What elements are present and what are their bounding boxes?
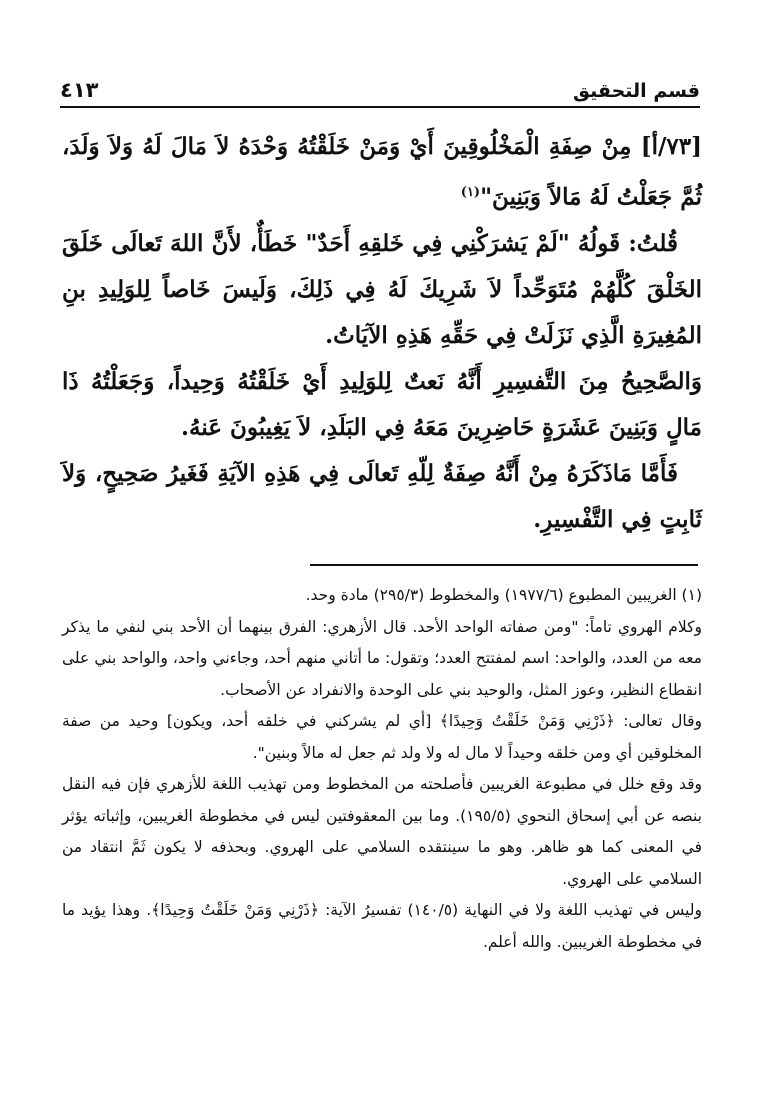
footnote-paragraph-2: وكلام الهروي تاماً: "ومن صفاته الواحد الأحد. قال الأزهري: الفرق بينهما أن الأحد بني لنفي ما يذكر معه من العدد، والواحد: اسم لمفتتح العدد؛ وتقول: ما أتاني منهم أحد، وجاءني واحد، والواحد بني على انقطاع النظير، وعوز المثل، والوحيد بني على الوحدة والانفراد عن الأصحاب. (62, 617, 702, 699)
running-header (60, 72, 700, 102)
footnote-paragraph-3: وقال تعالى: ﴿ذَرْنِي وَمَنْ خَلَقْتُ وَحِيدًا﴾ [أي لم يشركني في خلقه أحد، ويكون] وحيد من صفة المخلوقين أي ومن خلقه وحيداً لا مال له ولا ولد ثم جعل له مالاً وبنين". (62, 712, 702, 762)
section-title: قسم التحقيق (573, 80, 700, 102)
main-paragraph-3: وَالصَّحِيحُ مِنَ التَّفسِيرِ أَنَّهُ نَعتٌ لِلوَلِيدِ أَيْ خَلَقْتُهُ وَحِيداً، وَجَعَلْتُهُ ذَا مَالٍ وَبَنِينَ عَشَرَةٍ حَاضِرِينَ مَعَهُ فِي البَلَدِ، لاَ يَغِيبُونَ عَنهُ. (62, 367, 702, 441)
main-text (62, 124, 702, 543)
main-paragraph-2: قُلتُ: قَولُهُ "لَمْ يَشرَكْنِي فِي خَلقِهِ أَحَدٌ" خَطَأٌ، لأَنَّ اللهَ تَعالَى خَلَقَ الخَلْقَ كُلَّهُمْ مُتَوَحِّداً لاَ شَرِيكَ لَهُ فِي ذَلِكَ، وَلَيسَ خَاصاً لِلوَلِيدِ بنِ المُغِيرَةِ الَّذِي نَزَلَتْ فِي حَقِّهِ هَذِهِ الآيَاتُ. (62, 229, 702, 349)
header-divider (60, 106, 700, 108)
footnote-paragraph-4: وقد وقع خلل في مطبوعة الغريبين فأصلحته من المخطوط ومن تهذيب اللغة للأزهري فإن فيه النقل بنصه عن أبي إسحاق النحوي (١٩٥/٥). وما بين المعقوفتين ليس في مخطوطة الغريبين، وإثباته يؤثر في المعنى كما هو ظاهر. وهو ما سينتقده السلامي على الهروي. وبحذفه لا يكون ثَمَّ انتقاد من السلامي على الهروي. (62, 775, 702, 888)
main-paragraph-1-text: مِنْ صِفَةِ الْمَخْلُوقِينَ أَيْ وَمَنْ خَلَقْتُهُ وَحْدَهُ لاَ مَالَ لَهُ وَلاَ وَلَدَ، ثُمَّ جَعَلْتُ لَهُ مَالاً وَبَنِينَ" (62, 133, 702, 211)
page-number: ٤١٣ (60, 78, 99, 102)
footnotes (62, 580, 702, 958)
footnote-reference: (١) (460, 185, 481, 200)
footnote-divider (310, 564, 698, 566)
main-paragraph-1 (62, 124, 702, 221)
footnote-paragraph-5: وليس في تهذيب اللغة ولا في النهاية (١٤٠/٥) تفسيرُ الآية: ﴿ذَرْنِي وَمَنْ خَلَقْتُ وَحِيدًا﴾. وهذا يؤيد ما في مخطوطة الغريبين. والله أعلم. (62, 901, 702, 951)
footnote-1: (١) الغريبين المطبوع (١٩٧٧/٦) والمخطوط (٢٩٥/٣) مادة وحد. (305, 586, 702, 604)
folio-marker: [٧٣/أ] (640, 133, 702, 160)
main-paragraph-4: فَأَمَّا مَاذَكَرَهُ مِنْ أَنَّهُ صِفَةٌ لِلّهِ تَعالَى فِي هَذِهِ الآيَةِ فَغَيرُ صَحِيحٍ، وَلاَ ثَابِتٍ فِي التَّفْسِيرِ. (62, 459, 702, 533)
